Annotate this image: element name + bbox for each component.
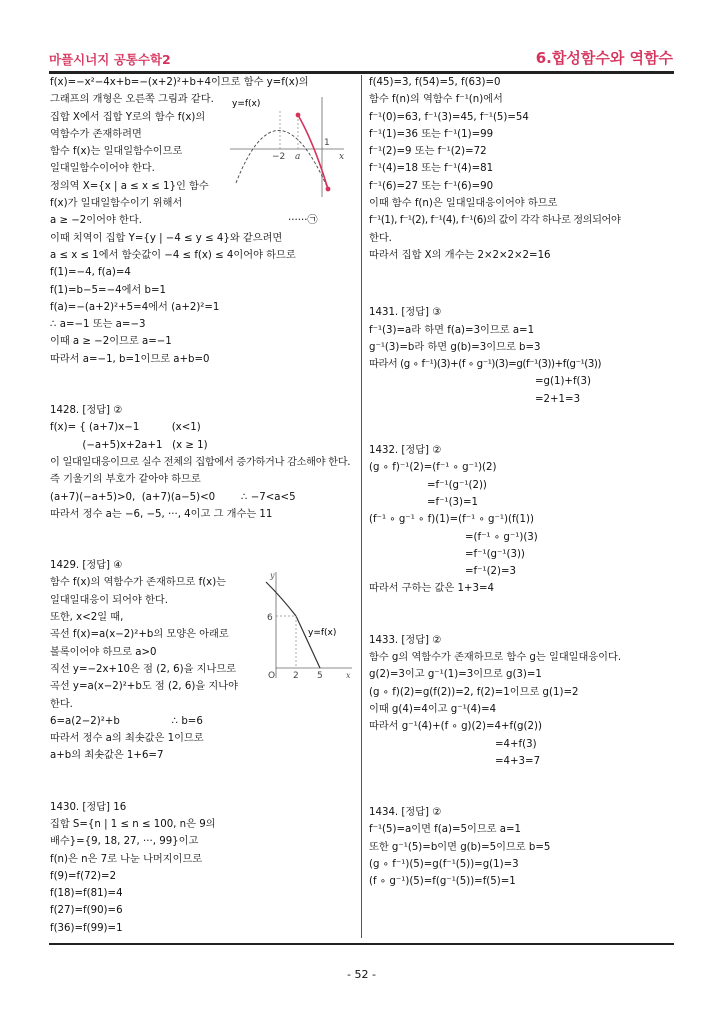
- text-line: 곡선 y=a(x−2)²+b도 점 (2, 6)을 지나야: [50, 681, 238, 693]
- parabola-graph: [228, 93, 348, 200]
- text-line: 정의역 X={x | a ≤ x ≤ 1}인 함수: [50, 180, 209, 192]
- tick-label: 5: [317, 671, 323, 680]
- piecewise-graph: [262, 568, 354, 680]
- page-number: - 52 -: [347, 968, 376, 981]
- text-line: f(18)=f(81)=4: [50, 888, 123, 900]
- text-line: 따라서 정수 a의 최솟값은 1이므로: [50, 733, 204, 745]
- text-line: a ≤ x ≤ 1에서 함숫값이 −4 ≤ f(x) ≤ 4이어야 하므로: [50, 249, 296, 261]
- problem-title-1434: 1434. [정답] ②: [369, 807, 442, 819]
- text-line: 집합 X에서 집합 Y로의 함수 f(x)의: [50, 111, 206, 123]
- endpoint: [326, 187, 331, 192]
- text-line: 따라서 구하는 값은 1+3=4: [369, 583, 494, 595]
- text-line: (−a+5)x+2a+1 (x ≥ 1): [50, 439, 208, 451]
- text-line: f⁻¹(4)=18 또는 f⁻¹(4)=81: [369, 163, 494, 175]
- text-line: f⁻¹(6)=27 또는 f⁻¹(6)=90: [369, 180, 494, 192]
- axis-label: x: [346, 671, 351, 680]
- tick-label: 2: [293, 671, 299, 680]
- tick-label: 1: [324, 138, 330, 148]
- text-line: f(x)=−x²−4x+b=−(x+2)²+b+4이므로 함수 y=f(x)의: [50, 77, 309, 88]
- text-line: f(36)=f(99)=1: [50, 922, 123, 934]
- text-line: f(1)=−4, f(a)=4: [50, 267, 131, 279]
- tick-label: a: [295, 152, 301, 162]
- problem-title-1430: 1430. [정답] 16: [50, 801, 127, 813]
- line-part: [296, 616, 320, 668]
- text-line: f⁻¹(0)=63, f⁻¹(3)=45, f⁻¹(5)=54: [369, 111, 529, 123]
- text-line: 일대일대응이 되어야 한다.: [50, 594, 168, 606]
- text-line: (f ∘ g⁻¹)(5)=f(g⁻¹(5))=f(5)=1: [369, 876, 516, 888]
- problem-title-1429: 1429. [정답] ④: [50, 560, 123, 572]
- text-span: a ≥ −2이어야 한다.: [50, 215, 142, 227]
- footer-rule: [49, 943, 674, 945]
- text-line: 즉 기울기의 부호가 같아야 하므로: [50, 474, 201, 486]
- text-line: =g(1)+f(3): [535, 376, 591, 388]
- text-line: =2+1=3: [535, 393, 581, 405]
- text-line: 따라서 (g ∘ f⁻¹)(3)+(f ∘ g⁻¹)(3)=g(f⁻¹(3))+f(g⁻¹(3)): [369, 359, 602, 371]
- text-line: f⁻¹(5)=a이면 f(a)=5이므로 a=1: [369, 824, 521, 836]
- text-line: 일대일함수이어야 한다.: [50, 163, 155, 175]
- problem-title-1432: 1432. [정답] ②: [369, 445, 442, 457]
- problem-title-1431: 1431. [정답] ③: [369, 307, 442, 319]
- text-line: (g ∘ f⁻¹)(5)=g(f⁻¹(5))=g(1)=3: [369, 858, 519, 870]
- book-title: 마플시너지 공통수학2: [49, 52, 171, 67]
- text-line: f⁻¹(2)=9 또는 f⁻¹(2)=72: [369, 146, 487, 158]
- curve-part: [266, 582, 296, 616]
- endpoint: [296, 113, 301, 118]
- text-line: f⁻¹(1)=36 또는 f⁻¹(1)=99: [369, 128, 494, 140]
- text-line: f(27)=f(90)=6: [50, 905, 123, 917]
- text-line: g(2)=3이고 g⁻¹(1)=3이므로 g(3)=1: [369, 669, 542, 681]
- curve-label: y=f(x): [232, 99, 261, 109]
- text-line: 집합 S={n | 1 ≤ n ≤ 100, n은 9의: [50, 818, 216, 830]
- left-column: [50, 74, 355, 937]
- text-line: f(x)= { (a+7)x−1 (x<1): [50, 422, 201, 434]
- text-line: 역함수가 존재하려면: [50, 128, 142, 140]
- problem-title-1428: 1428. [정답] ②: [50, 405, 123, 417]
- column-divider: [361, 75, 362, 938]
- text-line: =f⁻¹(g⁻¹(3)): [465, 548, 525, 560]
- text-line: 따라서 정수 a는 −6, −5, ···, 4이고 그 개수는 11: [50, 508, 273, 520]
- text-line: g⁻¹(3)=b라 하면 g(b)=3이므로 b=3: [369, 341, 541, 353]
- curve-label: y=f(x): [308, 628, 337, 638]
- text-line: =f⁻¹(g⁻¹(2)): [427, 479, 487, 491]
- text-line: =f⁻¹(3)=1: [427, 496, 479, 508]
- axis-label: x: [339, 152, 345, 162]
- text-line: 한다.: [369, 232, 392, 244]
- text-line: 이때 g(4)=4이고 g⁻¹(4)=4: [369, 703, 497, 715]
- text-line: (g ∘ f)⁻¹(2)=(f⁻¹ ∘ g⁻¹)(2): [369, 462, 497, 474]
- text-line: =4+3=7: [495, 755, 541, 767]
- text-line: =4+f(3): [495, 738, 537, 750]
- text-line: (g ∘ f)(2)=g(f(2))=2, f(2)=1이므로 g(1)=2: [369, 686, 579, 698]
- text-line: 함수 g의 역함수가 존재하므로 함수 g는 일대일대응이다.: [369, 652, 622, 664]
- text-line: 따라서 g⁻¹(4)+(f ∘ g)(2)=4+f(g(2)): [369, 721, 542, 733]
- chapter-title: 6.합성함수와 역함수: [535, 49, 673, 67]
- text-line: 함수 f(x)는 일대일함수이므로: [50, 146, 183, 158]
- text-line: 직선 y=−2x+10은 점 (2, 6)을 지나므로: [50, 663, 237, 675]
- text-line: ∴ a=−1 또는 a=−3: [50, 319, 146, 331]
- text-line: 한다.: [50, 698, 73, 710]
- text-line: 볼록이어야 하므로 a>0: [50, 646, 157, 658]
- equation-marker: ······㉠: [288, 215, 318, 227]
- text-line: 곡선 f(x)=a(x−2)²+b의 모양은 아래로: [50, 629, 229, 641]
- text-line: f(a)=−(a+2)²+5=4에서 (a+2)²=1: [50, 301, 220, 313]
- text-line: 이때 치역이 집합 Y={y | −4 ≤ y ≤ 4}와 같으려면: [50, 232, 283, 244]
- text-line: (a+7)(−a+5)>0, (a+7)(a−5)<0 ∴ −7<a<5: [50, 491, 296, 503]
- text-line: f⁻¹(3)=a라 하면 f(a)=3이므로 a=1: [369, 324, 535, 336]
- text-line: 이 일대일대응이므로 실수 전체의 집합에서 증가하거나 감소해야 한다.: [50, 456, 351, 468]
- text-line: 따라서 a=−1, b=1이므로 a+b=0: [50, 353, 210, 365]
- text-line: 배수}={9, 18, 27, ···, 99}이고: [50, 836, 199, 848]
- tick-label: −2: [272, 152, 286, 162]
- problem-title-1433: 1433. [정답] ②: [369, 634, 442, 646]
- origin-label: O: [268, 671, 276, 680]
- text-line: =(f⁻¹ ∘ g⁻¹)(3): [465, 531, 538, 543]
- text-line: 함수 f(x)의 역함수가 존재하므로 f(x)는: [50, 577, 227, 589]
- text-line: 그래프의 개형은 오른쪽 그림과 같다.: [50, 94, 214, 106]
- text-line: f(45)=3, f(54)=5, f(63)=0: [369, 77, 501, 88]
- text-line: 또한 g⁻¹(5)=b이면 g(b)=5이므로 b=5: [369, 841, 551, 853]
- axis-label: y: [270, 571, 275, 580]
- text-line: =f⁻¹(2)=3: [465, 566, 517, 578]
- text-line: 또한, x<2일 때,: [50, 612, 124, 624]
- text-line: [50, 212, 355, 229]
- text-line: (f⁻¹ ∘ g⁻¹ ∘ f)(1)=(f⁻¹ ∘ g⁻¹)(f(1)): [369, 514, 534, 526]
- text-line: 이때 함수 f(n)은 일대일대응이어야 하므로: [369, 198, 558, 210]
- text-line: 이때 a ≥ −2이므로 a=−1: [50, 336, 172, 348]
- text-line: a+b의 최솟값은 1+6=7: [50, 750, 164, 762]
- text-line: f(1)=b−5=−4에서 b=1: [50, 284, 166, 296]
- text-line: 6=a(2−2)²+b ∴ b=6: [50, 715, 203, 727]
- parabola-restricted: [298, 115, 328, 189]
- text-line: f(9)=f(72)=2: [50, 870, 117, 882]
- text-line: f(x)가 일대일함수이기 위해서: [50, 198, 183, 210]
- text-line: f(n)은 n은 7로 나눈 나머지이므로: [50, 853, 203, 865]
- text-line: f⁻¹(1), f⁻¹(2), f⁻¹(4), f⁻¹(6)의 값이 각각 하나로 정의되어야: [369, 215, 621, 227]
- text-line: 따라서 집합 X의 개수는 2×2×2×2=16: [369, 249, 551, 261]
- text-line: 함수 f(n)의 역함수 f⁻¹(n)에서: [369, 94, 503, 106]
- tick-label: 6: [267, 613, 273, 623]
- right-column: [369, 74, 674, 891]
